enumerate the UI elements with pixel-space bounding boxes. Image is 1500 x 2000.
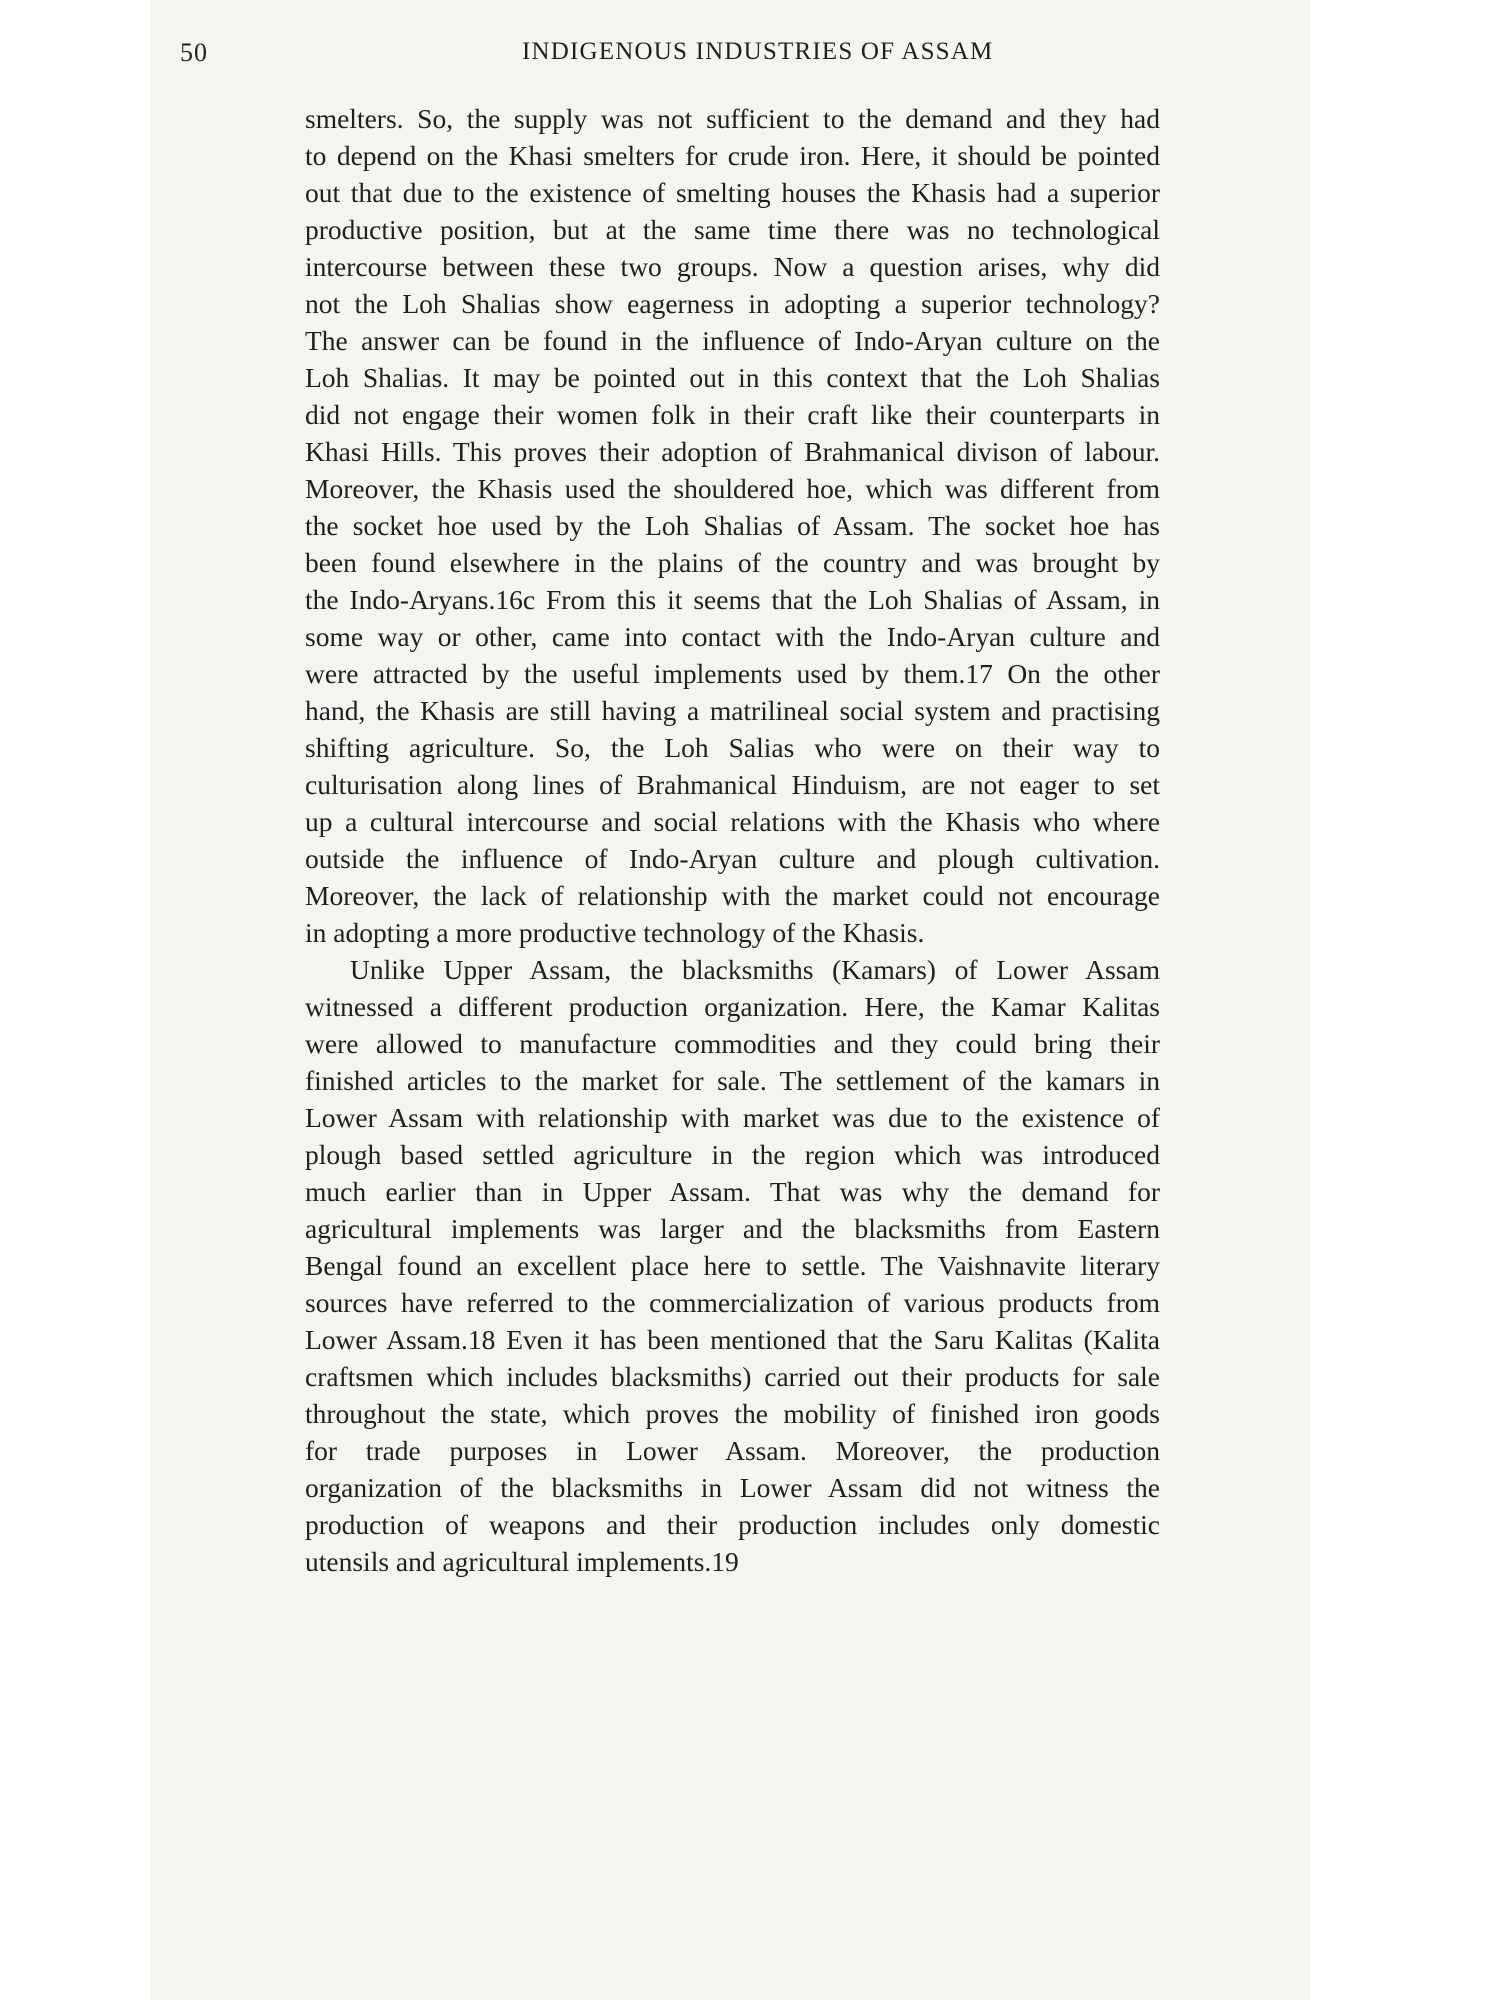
text-line: witnessed a different production organization. Here, the Kamar Kalitas [305, 991, 1160, 1022]
text-line: were attracted by the useful implements used by them.17 On the other [305, 658, 1160, 689]
text-line: Bengal found an excellent place here to settle. The Vaishnavite literary [305, 1250, 1160, 1281]
text-line: some way or other, came into contact with the Indo-Aryan culture and [305, 621, 1160, 652]
text-line: plough based settled agriculture in the region which was introduced [305, 1139, 1160, 1170]
page-number: 50 [180, 38, 208, 67]
text-line: up a cultural intercourse and social relations with the Khasis who where [305, 806, 1160, 837]
text-line: hand, the Khasis are still having a matrilineal social system and practising [305, 695, 1160, 726]
book-page [150, 0, 1310, 2000]
text-line: Moreover, the lack of relationship with the market could not encourage [305, 880, 1160, 911]
text-line: shifting agriculture. So, the Loh Salias who were on their way to [305, 732, 1160, 763]
page-header [150, 38, 1310, 78]
text-line: outside the influence of Indo-Aryan culture and plough cultivation. [305, 843, 1160, 874]
text-line: for trade purposes in Lower Assam. Moreover, the production [305, 1435, 1160, 1466]
text-line: been found elsewhere in the plains of the country and was brought by [305, 547, 1160, 578]
text-line: smelters. So, the supply was not sufficient to the demand and they had [305, 103, 1160, 134]
text-line: Lower Assam with relationship with market was due to the existence of [305, 1102, 1160, 1133]
paragraph-first-line: Unlike Upper Assam, the blacksmiths (Kamars) of Lower Assam [350, 954, 1160, 985]
text-line: agricultural implements was larger and the blacksmiths from Eastern [305, 1213, 1160, 1244]
text-line: were allowed to manufacture commodities and they could bring their [305, 1028, 1160, 1059]
text-line: productive position, but at the same time there was no technological [305, 214, 1160, 245]
text-line: production of weapons and their production includes only domestic [305, 1509, 1160, 1540]
text-line: finished articles to the market for sale. The settlement of the kamars in [305, 1065, 1160, 1096]
text-line: much earlier than in Upper Assam. That was why the demand for [305, 1176, 1160, 1207]
text-line: sources have referred to the commercialization of various products from [305, 1287, 1160, 1318]
text-line: Lower Assam.18 Even it has been mentioned that the Saru Kalitas (Kalita [305, 1324, 1160, 1355]
text-line: Loh Shalias. It may be pointed out in this context that the Loh Shalias [305, 362, 1160, 393]
paragraph-last-line: utensils and agricultural implements.19 [305, 1546, 739, 1577]
text-line: out that due to the existence of smelting houses the Khasis had a superior [305, 177, 1160, 208]
text-line: Khasi Hills. This proves their adoption of Brahmanical divison of labour. [305, 436, 1160, 467]
text-line: culturisation along lines of Brahmanical Hinduism, are not eager to set [305, 769, 1160, 800]
text-line: the socket hoe used by the Loh Shalias of Assam. The socket hoe has [305, 510, 1160, 541]
text-line: organization of the blacksmiths in Lower Assam did not witness the [305, 1472, 1160, 1503]
text-line: intercourse between these two groups. Now a question arises, why did [305, 251, 1160, 282]
paragraph-last-line: in adopting a more productive technology of the Khasis. [305, 917, 925, 948]
text-line: did not engage their women folk in their craft like their counterparts in [305, 399, 1160, 430]
text-line: not the Loh Shalias show eagerness in adopting a superior technology? [305, 288, 1160, 319]
text-line: throughout the state, which proves the mobility of finished iron goods [305, 1398, 1160, 1429]
text-line: The answer can be found in the influence of Indo-Aryan culture on the [305, 325, 1160, 356]
text-line: craftsmen which includes blacksmiths) carried out their products for sale [305, 1361, 1160, 1392]
running-title: INDIGENOUS INDUSTRIES OF ASSAM [522, 38, 994, 65]
text-line: to depend on the Khasi smelters for crude iron. Here, it should be pointed [305, 140, 1160, 171]
text-line: Moreover, the Khasis used the shouldered hoe, which was different from [305, 473, 1160, 504]
text-line: the Indo-Aryans.16c From this it seems that the Loh Shalias of Assam, in [305, 584, 1160, 615]
